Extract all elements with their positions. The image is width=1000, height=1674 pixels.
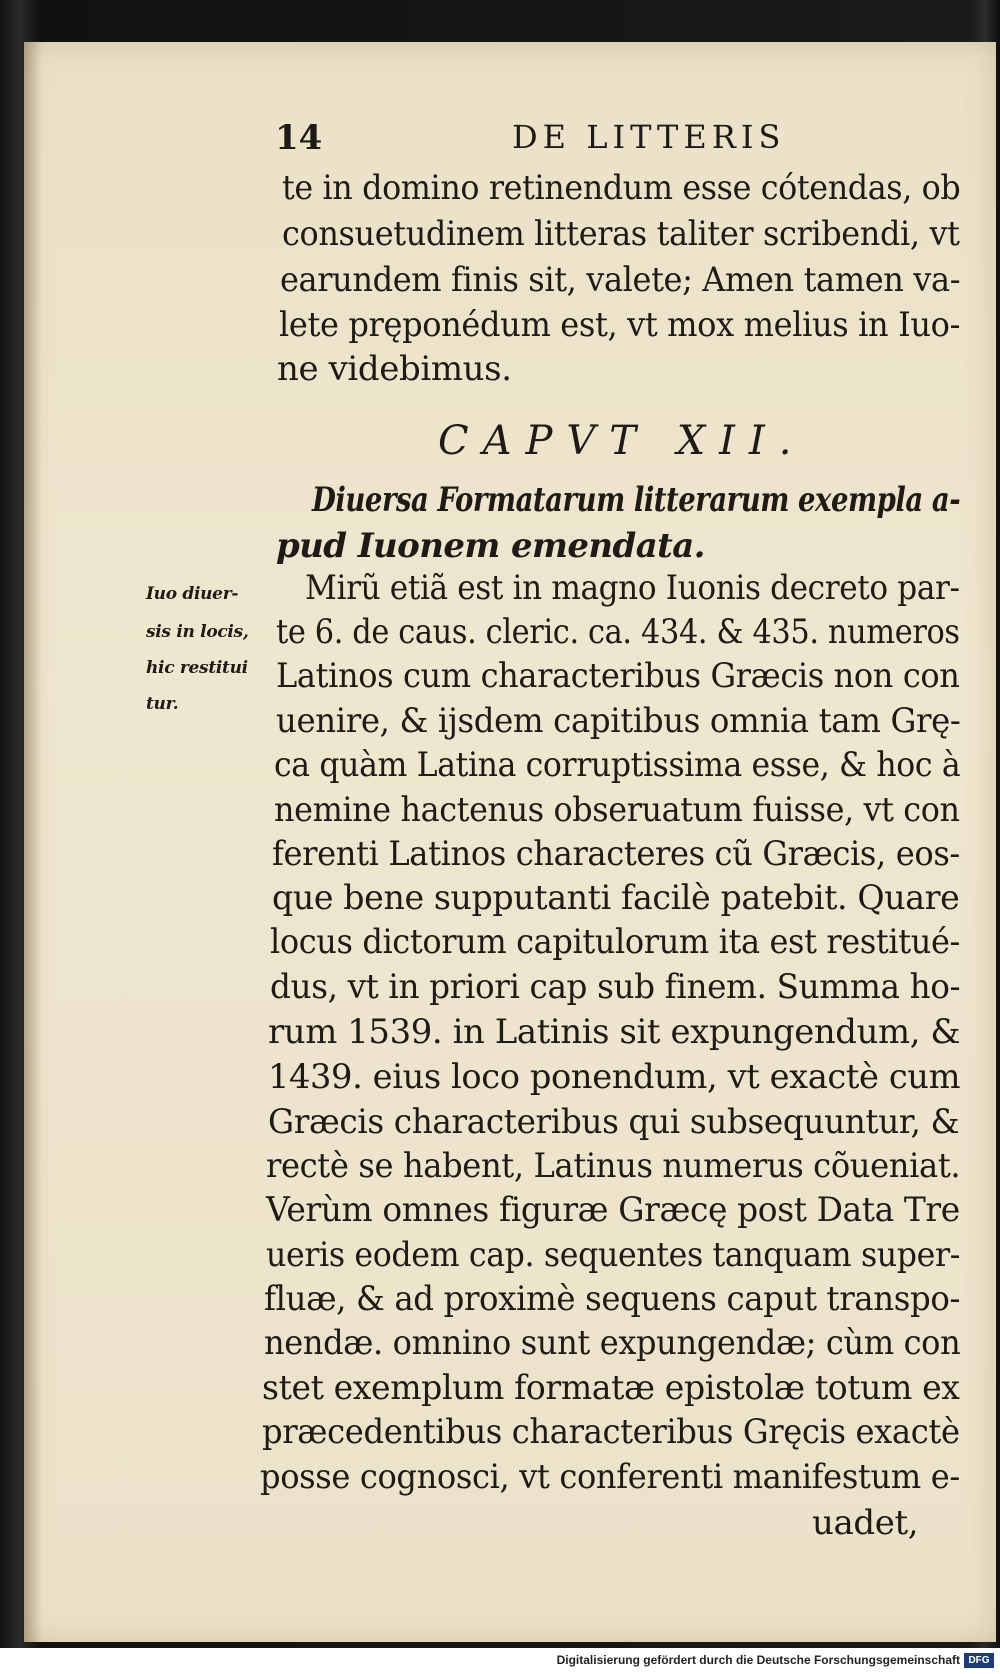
body-line: te in domino retinendum esse cótendas, ob (282, 168, 961, 208)
body-line: 1439. eius loco ponendum, vt exactè cum (268, 1057, 961, 1097)
body-line: dus, vt in priori cap sub finem. Summa ho- (270, 967, 961, 1007)
running-head: DE LITTERIS (512, 118, 786, 156)
body-line: te 6. de caus. cleric. ca. 434. & 435. numeros (276, 612, 960, 652)
body-line: Mirũ etiã est in magno Iuonis decreto par- (305, 568, 960, 608)
marginal-note-line: sis in locis, (146, 622, 249, 642)
body-line: ca quàm Latina corruptissima esse, & hoc à (274, 745, 961, 785)
body-line: consuetudinem litteras taliter scribendi, vt (282, 214, 960, 254)
body-line: nemine hactenus obseruatum fuisse, vt con (274, 790, 960, 830)
digitization-footer (0, 1648, 1000, 1674)
body-line: ferenti Latinos characteres cũ Græcis, eos- (272, 834, 960, 874)
dfg-logo: DFG (964, 1653, 994, 1668)
catchword: uadet, (812, 1503, 919, 1543)
body-line: locus dictorum capitulorum ita est restitué- (270, 922, 960, 962)
body-line: lete pręponédum est, vt mox melius in Iuo- (279, 305, 961, 345)
chapter-subtitle-line: Diuersa Formatarum litterarum exempla a- (312, 480, 961, 520)
marginal-note-line: tur. (146, 694, 179, 714)
body-line: que bene supputanti facilè patebit. Quare (272, 878, 960, 918)
body-line: Verùm omnes figuræ Græcę post Data Tre (266, 1190, 960, 1230)
body-line: rectè se habent, Latinus numerus cõueniat. (266, 1146, 961, 1186)
body-line: earundem finis sit, valete; Amen tamen va- (280, 260, 961, 300)
body-line: Græcis characteribus qui subsequuntur, & (268, 1102, 960, 1142)
body-line: nendæ. omnino sunt expungendæ; cùm con (264, 1323, 961, 1363)
marginal-note-line: hic restitui (146, 658, 248, 678)
funding-credit: Digitalisierung gefördert durch die Deutsche Forschungsgemeinschaft (556, 1653, 960, 1667)
binding-shadow (24, 42, 42, 1642)
body-line: rum 1539. in Latinis sit expungendum, & (268, 1012, 961, 1052)
body-line: Latinos cum characteribus Græcis non con (276, 656, 960, 696)
body-line: præcedentibus characteribus Gręcis exactè (262, 1412, 960, 1452)
body-line: uenire, & ijsdem capitibus omnia tam Grę- (276, 701, 961, 741)
chapter-heading: CAPVT XII. (438, 418, 806, 464)
chapter-subtitle-line: pud Iuonem emendata. (276, 526, 705, 566)
body-line: fluæ, & ad proximè sequens caput transpo- (264, 1279, 961, 1319)
body-line: ueris eodem cap. sequentes tanquam super- (266, 1235, 961, 1275)
page-number: 14 (275, 118, 323, 158)
body-line: ne videbimus. (277, 349, 512, 389)
marginal-note-line: Iuo diuer- (146, 584, 239, 604)
body-line: posse cognosci, vt conferenti manifestum e- (260, 1457, 960, 1497)
body-line: stet exemplum formatæ epistolæ totum ex (262, 1368, 960, 1408)
